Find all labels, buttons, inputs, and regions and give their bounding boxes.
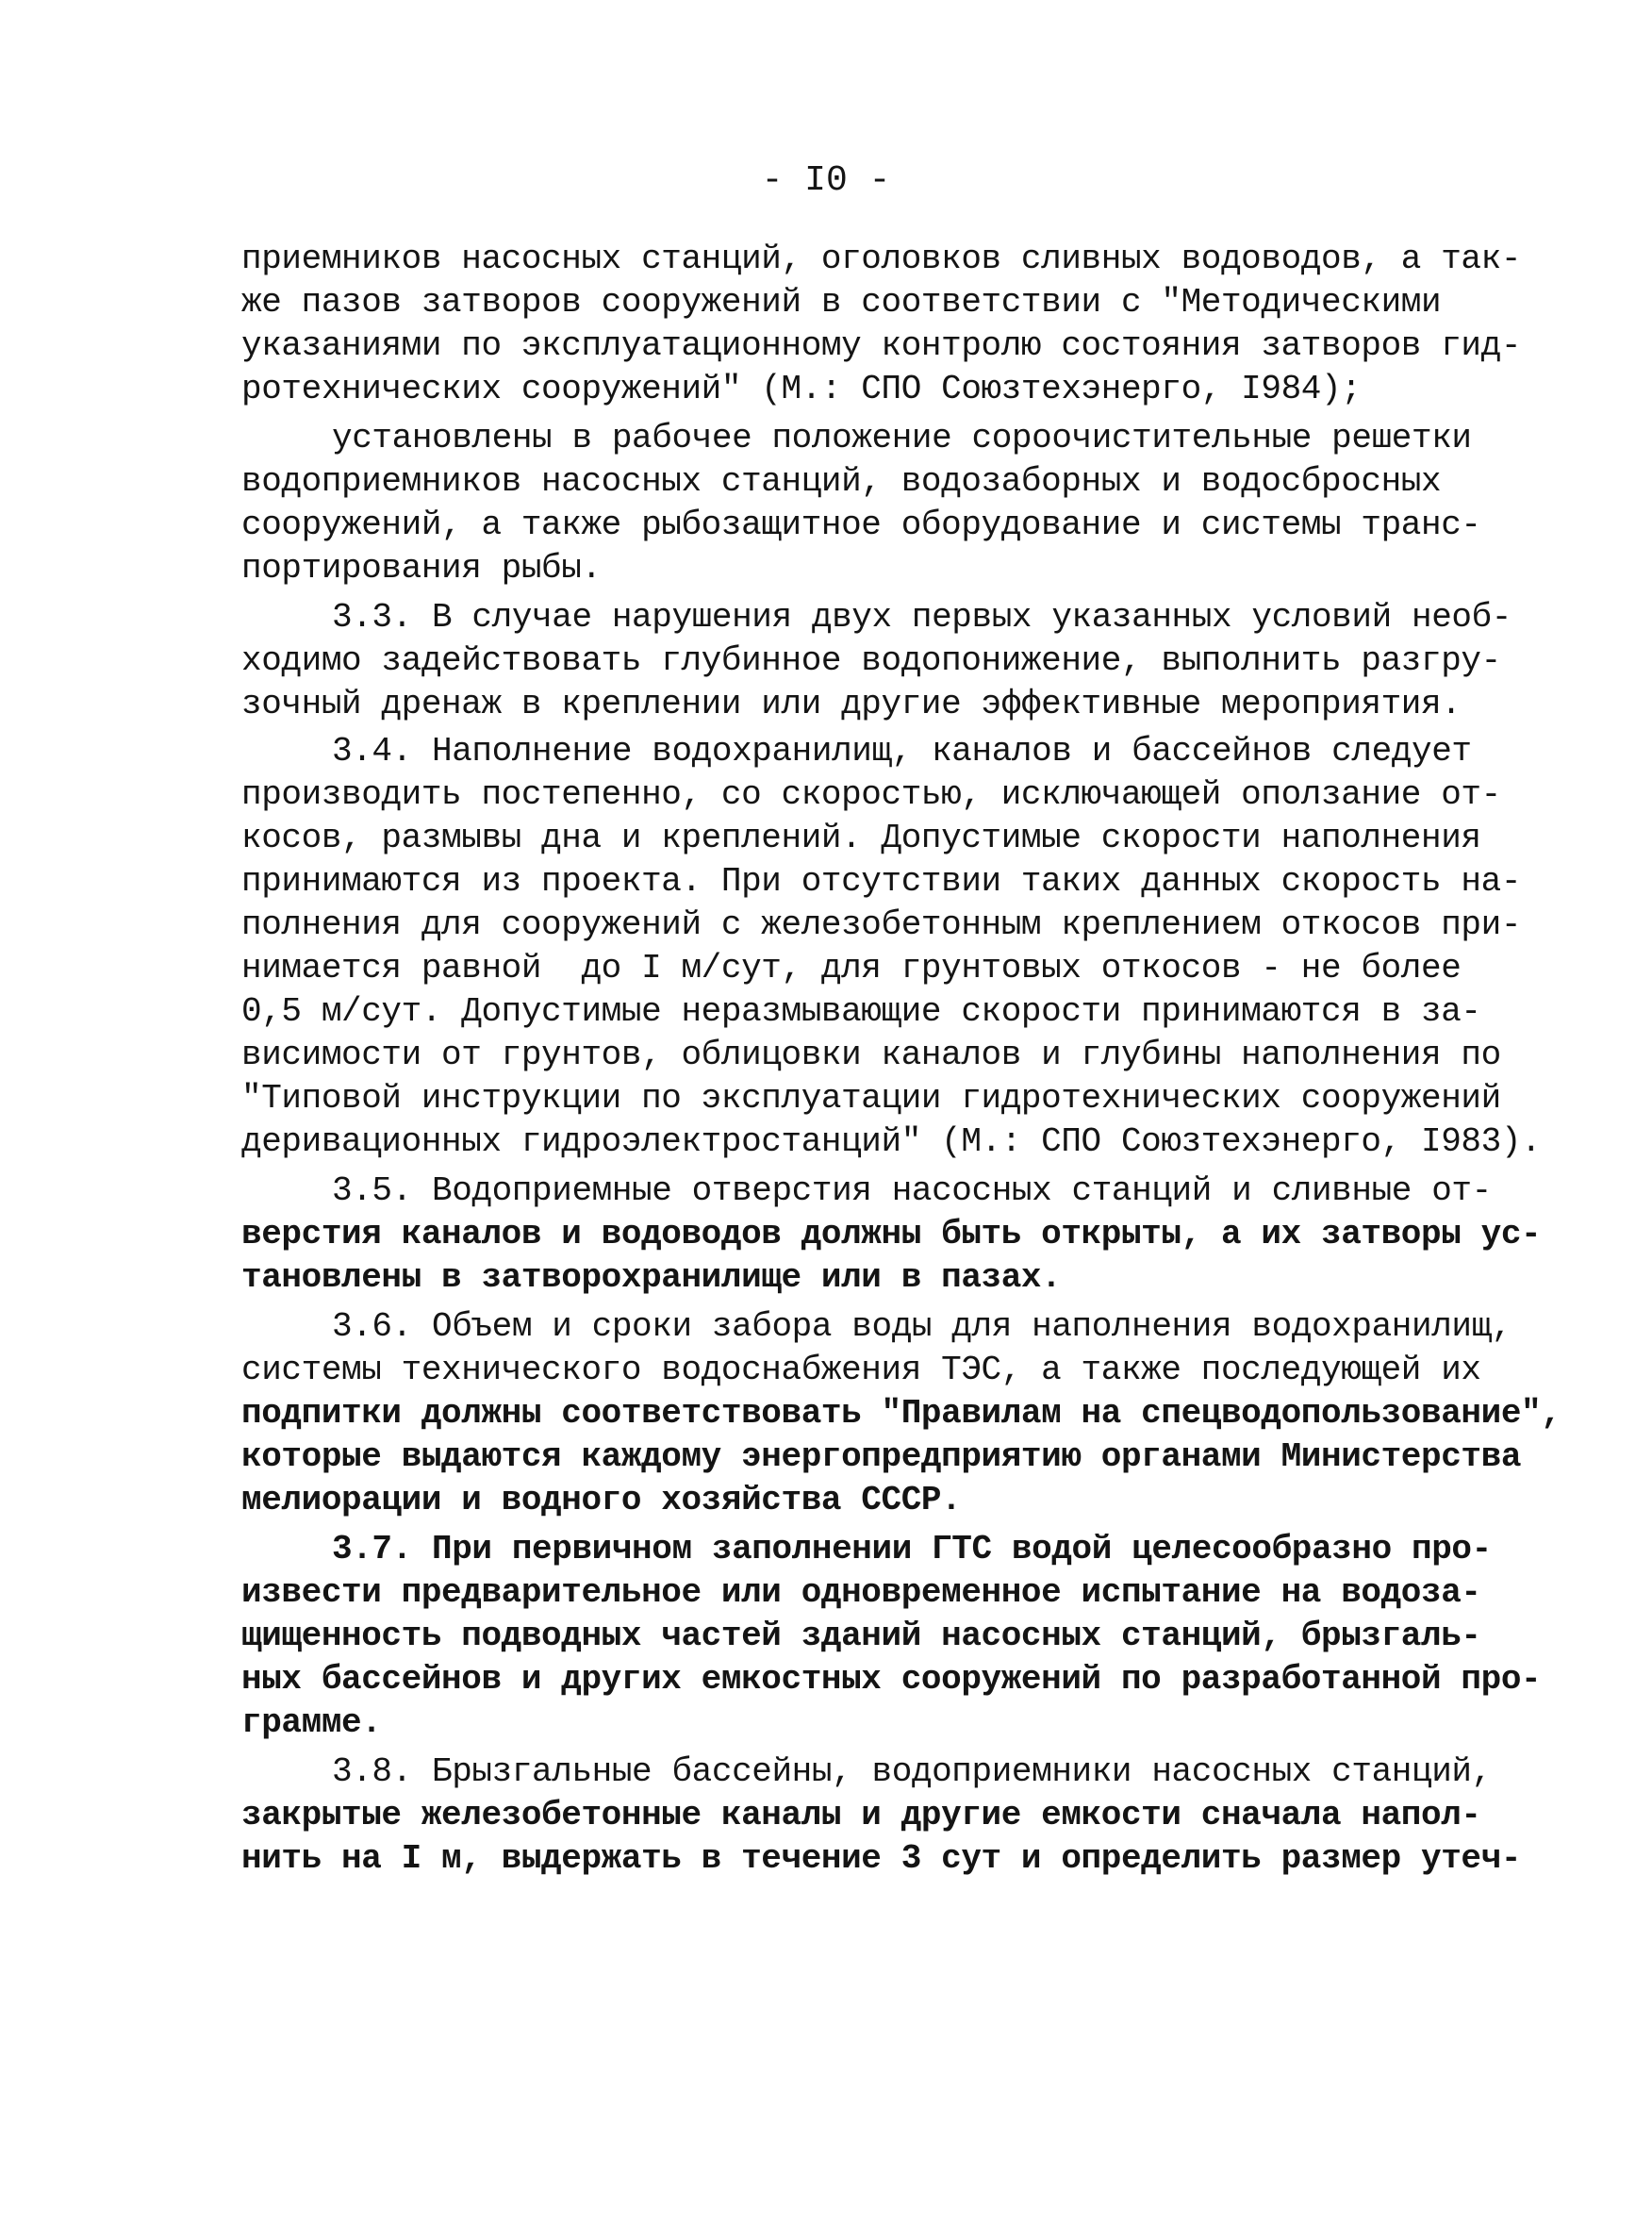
text-line: извести предварительное или одновременное испытание на водоза- xyxy=(241,1573,1481,1612)
text-line: косов, размывы дна и креплений. Допустимые скорости наполнения xyxy=(241,819,1481,857)
text-line: водоприемников насосных станций, водозаборных и водосбросных xyxy=(241,462,1442,501)
text-line: "Типовой инструкции по эксплуатации гидротехнических сооружений xyxy=(241,1079,1501,1118)
text-line: ротехнических сооружений" (М.: СПО Союзтехэнерго, I984); xyxy=(241,370,1362,408)
text-line: портирования рыбы. xyxy=(241,549,602,588)
text-line: зочный дренаж в креплении или другие эффективные мероприятия. xyxy=(241,685,1462,723)
text-line: приемников насосных станций, оголовков сливных водоводов, а так- xyxy=(241,240,1522,278)
text-line: грамме. xyxy=(241,1703,382,1742)
text-line: верстия каналов и водоводов должны быть открыты, а их затворы ус- xyxy=(241,1215,1542,1253)
text-line: 3.7. При первичном заполнении ГТС водой целесообразно про- xyxy=(332,1530,1492,1568)
text-line: ходимо задействовать глубинное водопонижение, выполнить разгру- xyxy=(241,641,1501,680)
text-line: 0,5 м/сут. Допустимые неразмывающие скорости принимаются в за- xyxy=(241,992,1481,1031)
text-line: закрытые железобетонные каналы и другие емкости сначала напол- xyxy=(241,1796,1481,1834)
text-line: 3.3. В случае нарушения двух первых указанных условий необ- xyxy=(332,598,1512,637)
text-line: сооружений, а также рыбозащитное оборудование и системы транс- xyxy=(241,506,1481,544)
text-line: установлены в рабочее положение сороочистительные решетки xyxy=(332,419,1472,457)
text-line: системы технического водоснабжения ТЭС, а также последующей их xyxy=(241,1351,1481,1389)
text-line: нимается равной до I м/сут, для грунтовых откосов - не более xyxy=(241,949,1462,987)
text-line: 3.5. Водоприемные отверстия насосных станций и сливные от- xyxy=(332,1171,1492,1210)
text-line: тановлены в затворохранилище или в пазах. xyxy=(241,1258,1062,1297)
text-line: которые выдаются каждому энергопредприятию органами Министерства xyxy=(241,1437,1522,1476)
text-line: полнения для сооружений с железобетонным креплением откосов при- xyxy=(241,905,1522,944)
page-number: - I0 - xyxy=(761,160,891,201)
text-line: же пазов затворов сооружений в соответствии с "Методическими xyxy=(241,283,1442,322)
text-line: щищенность подводных частей зданий насосных станций, брызгаль- xyxy=(241,1617,1481,1655)
text-line: 3.4. Наполнение водохранилищ, каналов и бассейнов следует xyxy=(332,732,1472,771)
text-line: принимаются из проекта. При отсутствии таких данных скорость на- xyxy=(241,862,1522,901)
text-line: 3.6. Объем и сроки забора воды для наполнения водохранилищ, xyxy=(332,1307,1512,1346)
text-line: указаниями по эксплуатационному контролю состояния затворов гид- xyxy=(241,326,1522,365)
text-line: 3.8. Брызгальные бассейны, водоприемники насосных станций, xyxy=(332,1752,1492,1791)
text-line: висимости от грунтов, облицовки каналов и глубины наполнения по xyxy=(241,1036,1501,1074)
text-line: нить на I м, выдержать в течение 3 сут и определить размер утеч- xyxy=(241,1839,1522,1878)
text-line: мелиорации и водного хозяйства СССР. xyxy=(241,1481,962,1519)
text-line: ных бассейнов и других емкостных сооружений по разработанной про- xyxy=(241,1660,1542,1699)
text-line: деривационных гидроэлектростанций" (М.: СПО Союзтехэнерго, I983). xyxy=(241,1122,1542,1161)
text-line: подпитки должны соответствовать "Правилам на спецводопользование", xyxy=(241,1394,1561,1433)
text-line: производить постепенно, со скоростью, исключающей оползание от- xyxy=(241,775,1501,814)
